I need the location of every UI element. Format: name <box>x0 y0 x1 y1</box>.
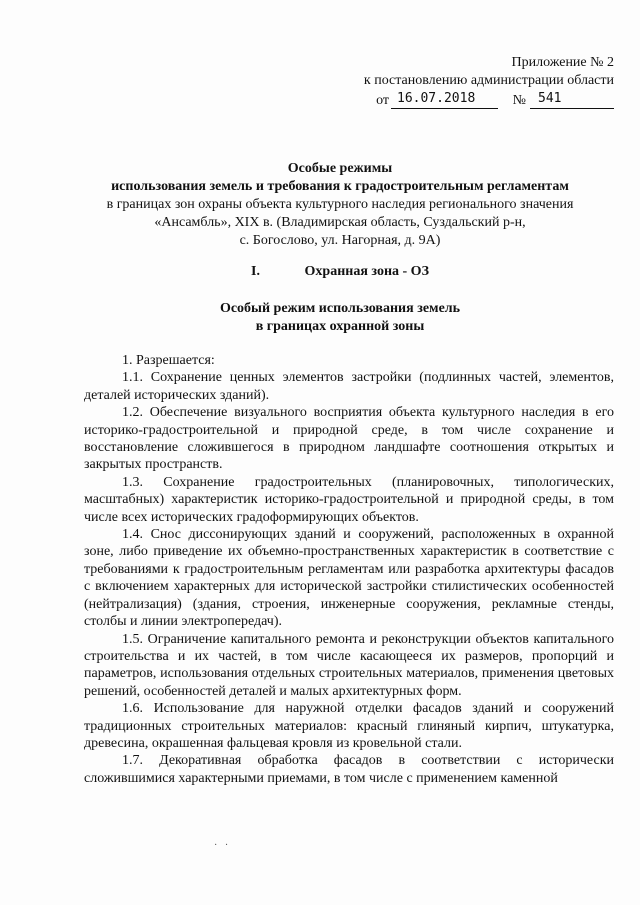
section-title <box>70 264 610 280</box>
order-number: 541 <box>530 90 614 109</box>
appendix-title: Приложение № 2 <box>511 55 614 70</box>
subheading-line-1: Особый режим использования земель <box>219 301 461 316</box>
paragraph: 1.2. Обеспечение визуального восприятия объекта культурного наследия в его историко-градостроительной и природной среде, в том числе сохранение и восстановление сложившегося в природном ландшафте соотношения открытых и закрытых пространств. <box>84 405 614 473</box>
scan-marks: · · <box>214 840 229 851</box>
heading-line-5: с. Богослово, ул. Нагорная, д. 9А) <box>239 233 441 248</box>
paragraph: 1.7. Декоративная обработка фасадов в соответствии с исторически сложившимися характерными приемами, в том числе с применением каменной <box>84 753 614 786</box>
subheading <box>70 300 610 336</box>
heading-line-4: «Ансамбль», XIX в. (Владимирская область, Суздальский р-н, <box>154 215 526 230</box>
paragraph: 1.1. Сохранение ценных элементов застройки (подлинных частей, элементов, деталей исторических зданий). <box>84 370 614 403</box>
order-line <box>314 90 614 110</box>
subheading-line-2: в границах охранной зоны <box>255 319 425 334</box>
section-number: I. <box>251 264 260 279</box>
appendix-block <box>314 54 614 110</box>
document-heading <box>70 160 610 250</box>
paragraph: 1.6. Использование для наружной отделки фасадов зданий и сооружений традиционных строительных материалов: красный глиняный кирпич, штукатурка, древесина, окрашенная фальцевая кровля из кровельной стали. <box>84 701 614 751</box>
order-number-label: № <box>512 93 526 108</box>
appendix-subtitle: к постановлению администрации области <box>363 73 614 88</box>
heading-line-2: использования земель и требования к градостроительным регламентам <box>111 179 569 194</box>
order-date: 16.07.2018 <box>391 90 498 109</box>
heading-line-3: в границах зон охраны объекта культурного наследия регионального значения <box>106 197 574 212</box>
paragraph: 1.4. Снос диссонирующих зданий и сооружений, расположенных в охранной зоне, либо приведение их объемно-пространственных характеристик в соответствие с требованиями к градостроительным регламентам или разработка архитектуры фасадов с включением характерных для исторической застройки стилистических особенностей (нейтрализация) (здания, строения, инженерные сооружения, рекламные стенды, столбы и линии электропередач). <box>84 527 614 630</box>
heading-line-1: Особые режимы <box>287 161 393 176</box>
paragraph: 1.3. Сохранение градостроительных (планировочных, типологических, масштабных) характеристик историко-градостроительной и природной среды, в том числе всех исторических градоформирующих объектов. <box>84 474 614 525</box>
section-name: Охранная зона - ОЗ <box>304 264 429 279</box>
paragraph: 1. Разрешается: <box>122 353 215 368</box>
order-ot-label: от <box>376 93 389 108</box>
document-body <box>84 352 614 787</box>
paragraph: 1.5. Ограничение капитального ремонта и реконструкции объектов капитального строительства и их частей, в том числе касающееся их размеров, пропорций и параметров, использования отдельных строительных материалов, применения цветовых решений, особенностей деталей и малых архитектурных форм. <box>84 631 614 699</box>
